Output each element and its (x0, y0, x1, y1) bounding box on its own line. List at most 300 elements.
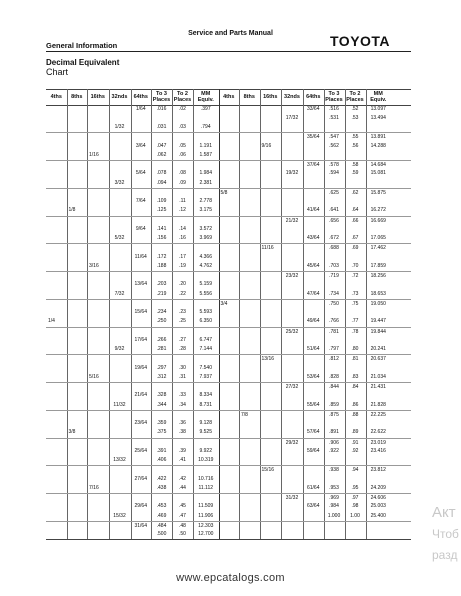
section-title: General Information (46, 41, 118, 50)
table-cell: .98 (351, 503, 359, 510)
table-cell: 17.065 (370, 235, 386, 242)
table-cell: .39 (179, 447, 186, 454)
table-cell: 1.000 (327, 512, 341, 519)
table-cell: 7.144 (199, 346, 212, 353)
table-cell: .125 (156, 207, 167, 214)
table-cell: .94 (351, 467, 359, 474)
table-cell: .578 (329, 162, 339, 169)
table-cell: .36 (179, 420, 186, 427)
table-cell: 11/32 (113, 401, 126, 408)
table-cell: 1.00 (350, 512, 360, 519)
table-cell: .42 (179, 475, 186, 482)
table-cell: 49/64 (306, 318, 320, 325)
table-cell: 5/32 (114, 235, 125, 242)
table-row (46, 179, 411, 188)
table-cell: .359 (156, 420, 167, 427)
table-cell: .44 (179, 484, 186, 491)
table-cell: 5.556 (199, 290, 212, 297)
table-cell: .56 (351, 142, 359, 149)
table-row (46, 317, 411, 326)
table-cell: 23/64 (134, 420, 147, 427)
table-cell: 27/64 (134, 475, 147, 482)
table-cell: .89 (351, 429, 359, 436)
table-cell: .88 (351, 411, 359, 418)
table-cell: 9.525 (199, 429, 212, 436)
table-cell: 4.366 (199, 253, 212, 260)
table-cell: 19.844 (370, 328, 386, 335)
table-cell: .02 (179, 105, 186, 112)
table-cell: .75 (351, 300, 359, 307)
table-cell: .422 (156, 475, 167, 482)
table-cell: .312 (156, 373, 167, 380)
table-cell: .750 (329, 300, 339, 307)
table-cell: 55/64 (306, 401, 320, 408)
table-cell: .77 (351, 318, 359, 325)
table-cell: .62 (351, 189, 359, 196)
table-row (46, 169, 411, 178)
table-cell: 24.209 (370, 484, 386, 491)
table-cell: .22 (179, 290, 186, 297)
table-cell: 11/16 (261, 245, 274, 252)
table-cell: 1/4 (48, 318, 55, 325)
table-cell: 12.303 (198, 522, 214, 529)
table-cell: 3/4 (220, 300, 228, 307)
table-cell: 3.175 (199, 207, 212, 214)
table-cell: .47 (179, 512, 186, 519)
table-cell: 20.637 (370, 356, 386, 363)
table-cell: .66 (351, 217, 359, 224)
table-cell: 7/16 (89, 484, 99, 491)
table-cell: .69 (351, 245, 359, 252)
table-row (46, 345, 411, 354)
table-row (46, 105, 411, 114)
table-row (46, 502, 411, 511)
table-cell: .48 (179, 522, 186, 529)
table-cell: .766 (329, 318, 339, 325)
column-header: 16ths (90, 93, 105, 100)
table-cell: 6.350 (199, 318, 212, 325)
table-cell: 51/64 (306, 346, 320, 353)
column-header: 4ths (223, 93, 235, 100)
table-cell: 15.875 (370, 189, 386, 196)
header-rule (46, 51, 411, 52)
table-cell: .28 (179, 346, 186, 353)
table-cell: 21/32 (285, 217, 299, 224)
table-cell: 19.447 (370, 318, 386, 325)
table-row (46, 280, 411, 289)
table-cell: .172 (156, 253, 167, 260)
table-cell: 15.081 (370, 170, 386, 177)
table-cell: 16.669 (370, 217, 386, 224)
column-header: To 2 Places (346, 91, 364, 103)
table-cell: 3/8 (68, 429, 76, 436)
table-cell: 11/64 (134, 253, 147, 260)
table-row (46, 123, 411, 132)
table-cell: .375 (156, 429, 167, 436)
decimal-equivalent-table (46, 89, 411, 540)
table-cell: 37/64 (306, 162, 320, 169)
table-row (46, 419, 411, 428)
table-cell: .58 (351, 162, 359, 169)
column-header: 32nds (111, 93, 128, 100)
table-row (46, 428, 411, 437)
table-cell: .53 (351, 114, 359, 121)
table-cell: 20.241 (370, 346, 386, 353)
table-cell: 5/16 (89, 373, 99, 380)
watermark: www.epcatalogs.com (176, 572, 285, 584)
table-cell: 8.334 (199, 392, 212, 399)
table-cell: .516 (329, 105, 339, 112)
table-cell: .734 (329, 290, 339, 297)
table-cell: 15/16 (261, 467, 275, 474)
table-cell: 9/64 (135, 225, 146, 232)
table-row (46, 142, 411, 151)
table-cell: 5.593 (199, 309, 212, 316)
table-cell: .97 (351, 495, 359, 502)
column-header: 4ths (50, 93, 62, 100)
table-cell: 7.937 (199, 373, 212, 380)
table-cell: .17 (179, 253, 186, 260)
table-cell: 29/32 (285, 439, 299, 446)
table-cell: 45/64 (306, 262, 320, 269)
table-cell: 29/64 (134, 503, 147, 510)
table-cell: .828 (329, 373, 339, 380)
table-cell: 5/8 (220, 189, 228, 196)
table-cell: .73 (351, 290, 359, 297)
table-cell: 25.400 (370, 512, 386, 519)
table-cell: 22.225 (370, 411, 386, 418)
column-header: 8ths (71, 93, 83, 100)
table-cell: .688 (329, 245, 339, 252)
table-cell: .25 (179, 318, 186, 325)
table-cell: 11.112 (198, 484, 214, 491)
table-row (46, 447, 411, 456)
side-overlay-line-1: Акт (432, 504, 456, 521)
table-cell: .672 (329, 235, 339, 242)
table-cell: 7/8 (241, 411, 248, 418)
table-cell: 13/32 (113, 457, 126, 464)
table-cell: .812 (329, 356, 339, 363)
table-row (46, 206, 411, 215)
table-cell: 11.509 (198, 503, 214, 510)
table-cell: .45 (179, 503, 186, 510)
table-cell: .52 (351, 105, 359, 112)
table-cell: .23 (179, 309, 186, 316)
table-cell: .50 (179, 531, 186, 538)
table-cell: 17/32 (285, 114, 299, 121)
table-cell: .109 (156, 198, 167, 205)
table-cell: .625 (329, 189, 339, 196)
table-cell: .55 (351, 134, 359, 141)
table-cell: .34 (179, 401, 186, 408)
table-cell: .27 (179, 336, 186, 343)
table-cell: 61/64 (306, 484, 320, 491)
table-cell: .938 (329, 467, 339, 474)
table-cell: 31/32 (285, 495, 299, 502)
column-header: MM Equiv. (197, 91, 214, 103)
table-cell: .794 (200, 124, 211, 130)
table-cell: .30 (179, 364, 186, 371)
table-row (46, 456, 411, 465)
table-cell: 59/64 (306, 447, 320, 454)
table-cell: .500 (156, 531, 167, 538)
table-cell: 57/64 (306, 429, 320, 436)
table-cell: .141 (156, 225, 167, 232)
table-cell: 10.716 (198, 475, 214, 482)
table-cell: 10.319 (198, 457, 214, 464)
column-header: 64ths (133, 93, 148, 100)
table-cell: .06 (179, 151, 186, 158)
table-cell: 3/32 (114, 179, 125, 186)
table-cell: .875 (329, 411, 339, 418)
table-cell: .59 (351, 170, 359, 177)
table-cell: 35/64 (306, 134, 320, 141)
table-cell: 9.128 (199, 420, 212, 427)
table-cell: .72 (351, 273, 359, 280)
table-cell: 17/64 (134, 336, 147, 343)
table-cell: .38 (179, 429, 186, 436)
table-cell: 23/32 (285, 273, 299, 280)
table-cell: 33/64 (306, 105, 320, 112)
table-cell: .797 (329, 346, 339, 353)
table-cell: .20 (179, 281, 186, 288)
table-cell: 13/64 (134, 281, 147, 288)
table-cell: .84 (351, 384, 359, 391)
table-cell: 3.969 (199, 235, 212, 242)
table-cell: 31/64 (134, 522, 147, 529)
column-header: 64ths (306, 93, 321, 100)
table-cell: 25/32 (285, 328, 299, 335)
table-cell: .406 (156, 457, 167, 464)
column-header: To 2 Places (173, 91, 192, 103)
table-cell: 1/32 (114, 124, 125, 130)
table-cell: 5.159 (199, 281, 212, 288)
table-cell: 17.859 (370, 262, 386, 269)
table-row (46, 391, 411, 400)
table-cell: 21/64 (134, 392, 147, 399)
table-cell: 43/64 (306, 235, 320, 242)
table-cell: .344 (156, 401, 167, 408)
table-row (46, 336, 411, 345)
table-cell: 22.622 (370, 429, 386, 436)
table-row (46, 253, 411, 262)
column-header: 16ths (263, 93, 278, 100)
table-row (46, 290, 411, 299)
table-row (46, 373, 411, 382)
table-bottom-rule (46, 539, 411, 540)
table-cell: .016 (156, 105, 167, 112)
column-header: To 3 Places (325, 91, 343, 103)
table-cell: .719 (329, 273, 339, 280)
table-cell: 41/64 (306, 207, 320, 214)
table-cell: 13.494 (370, 114, 386, 121)
column-header: 32nds (284, 93, 300, 100)
table-cell: 1/8 (68, 207, 76, 214)
table-cell: .08 (179, 170, 186, 177)
column-header: MM Equiv. (370, 91, 387, 103)
table-cell: .594 (329, 170, 339, 177)
side-overlay-line-2: Чтоб (432, 527, 459, 541)
table-cell: .562 (329, 142, 339, 149)
table-cell: .219 (156, 290, 167, 297)
table-cell: .86 (351, 401, 359, 408)
table-cell: 5/64 (135, 170, 146, 177)
table-cell: .094 (156, 179, 167, 186)
table-cell: .91 (351, 439, 359, 446)
table-cell: .05 (179, 142, 186, 149)
table-cell: 53/64 (306, 373, 320, 380)
table-cell: .11 (179, 198, 186, 205)
table-cell: .453 (156, 503, 167, 510)
table-cell: .203 (156, 281, 167, 288)
table-cell: .83 (351, 373, 359, 380)
table-cell: .531 (329, 114, 339, 121)
table-row (46, 114, 411, 123)
table-cell: .953 (329, 484, 339, 491)
table-cell: .03 (179, 124, 186, 130)
column-header: 8ths (243, 93, 255, 100)
table-cell: 3.572 (199, 225, 212, 232)
table-cell: .14 (179, 225, 186, 232)
table-cell: 3/16 (89, 262, 99, 269)
table-cell: 19.050 (370, 300, 386, 307)
table-cell: 9/16 (261, 142, 272, 149)
table-cell: 2.778 (199, 198, 212, 205)
table-cell: 13.891 (370, 134, 386, 141)
table-cell: .156 (156, 235, 167, 242)
table-cell: 18.653 (370, 290, 386, 297)
table-cell: 1/64 (135, 105, 146, 112)
table-cell: .281 (156, 346, 167, 353)
table-cell: 13/16 (261, 356, 275, 363)
table-cell: .80 (351, 346, 359, 353)
table-cell: .922 (329, 447, 339, 454)
table-cell: .266 (156, 336, 167, 343)
table-cell: 25/64 (134, 447, 147, 454)
table-cell: 2.381 (199, 179, 212, 186)
table-cell: 1.191 (199, 142, 212, 149)
column-header: To 3 Places (152, 91, 171, 103)
table-cell: 7/64 (135, 198, 146, 205)
table-cell: 17.462 (370, 245, 386, 252)
table-cell: 24.606 (370, 495, 386, 502)
table-cell: 19/32 (285, 170, 299, 177)
table-cell: 27/32 (285, 384, 299, 391)
table-row (46, 225, 411, 234)
table-cell: .484 (156, 522, 167, 529)
table-cell: 18.256 (370, 273, 386, 280)
table-cell: 21.431 (370, 384, 386, 391)
brand-logo: TOYOTA (330, 33, 391, 49)
table-cell: .397 (200, 105, 211, 112)
table-cell: 63/64 (306, 503, 320, 510)
table-cell: .391 (156, 447, 167, 454)
table-cell: 14.684 (370, 162, 386, 169)
table-cell: .547 (329, 134, 339, 141)
table-cell: .16 (179, 235, 186, 242)
table-cell: 19/64 (134, 364, 147, 371)
table-cell: .703 (329, 262, 339, 269)
table-cell: 3/64 (135, 142, 146, 149)
table-row (46, 401, 411, 410)
table-cell: .33 (179, 392, 186, 399)
table-cell: .92 (351, 447, 359, 454)
table-cell: .70 (351, 262, 359, 269)
table-cell: .09 (179, 179, 186, 186)
table-cell: .469 (156, 512, 167, 519)
table-cell: .12 (179, 207, 186, 214)
table-cell: .062 (156, 151, 167, 158)
table-cell: .67 (351, 235, 359, 242)
table-cell: .19 (179, 262, 186, 269)
table-row (46, 151, 411, 160)
table-header-row (46, 89, 411, 106)
table-cell: .906 (329, 439, 339, 446)
table-cell: 11.906 (198, 512, 214, 519)
table-cell: .641 (329, 207, 339, 214)
table-cell: .438 (156, 484, 167, 491)
table-row (46, 234, 411, 243)
table-cell: 15/64 (134, 309, 147, 316)
table-cell: .078 (156, 170, 167, 177)
table-cell: 14.288 (370, 142, 386, 149)
table-cell: 13.097 (370, 105, 386, 112)
table-cell: 7/32 (114, 290, 125, 297)
doc-subtitle: Chart (46, 67, 69, 77)
table-row (46, 475, 411, 484)
table-cell: .031 (156, 124, 167, 130)
side-overlay-line-3: разд (432, 548, 458, 562)
table-cell: 1.587 (199, 151, 212, 158)
table-cell: 12.700 (198, 531, 214, 538)
table-cell: .984 (329, 503, 339, 510)
table-cell: .41 (179, 457, 186, 464)
table-cell: 6.747 (199, 336, 212, 343)
table-cell: 15/32 (113, 512, 126, 519)
table-row (46, 262, 411, 271)
table-cell: 21.034 (370, 373, 386, 380)
table-cell: .95 (351, 484, 359, 491)
table-cell: .250 (156, 318, 167, 325)
table-cell: 9/32 (114, 346, 125, 353)
table-cell: .78 (351, 328, 359, 335)
table-cell: .969 (329, 495, 339, 502)
table-cell: .81 (351, 356, 359, 363)
table-cell: 1.984 (199, 170, 212, 177)
table-cell: .047 (156, 142, 167, 149)
table-row (46, 197, 411, 206)
table-cell: 16.272 (370, 207, 386, 214)
table-cell: 1/16 (89, 151, 99, 158)
table-cell: 21.828 (370, 401, 386, 408)
table-cell: .31 (179, 373, 186, 380)
table-cell: .844 (329, 384, 339, 391)
table-cell: .781 (329, 328, 339, 335)
manual-title: Service and Parts Manual (188, 30, 273, 37)
table-cell: 23.416 (370, 447, 386, 454)
table-cell: .891 (329, 429, 339, 436)
table-cell: 8.731 (199, 401, 212, 408)
table-row (46, 308, 411, 317)
table-cell: .188 (156, 262, 167, 269)
table-cell: 25.003 (370, 503, 386, 510)
table-cell: .328 (156, 392, 167, 399)
table-cell: 9.922 (199, 447, 212, 454)
table-row (46, 364, 411, 373)
doc-title: Decimal Equivalent (46, 58, 120, 67)
table-cell: .656 (329, 217, 339, 224)
table-cell: .234 (156, 309, 167, 316)
